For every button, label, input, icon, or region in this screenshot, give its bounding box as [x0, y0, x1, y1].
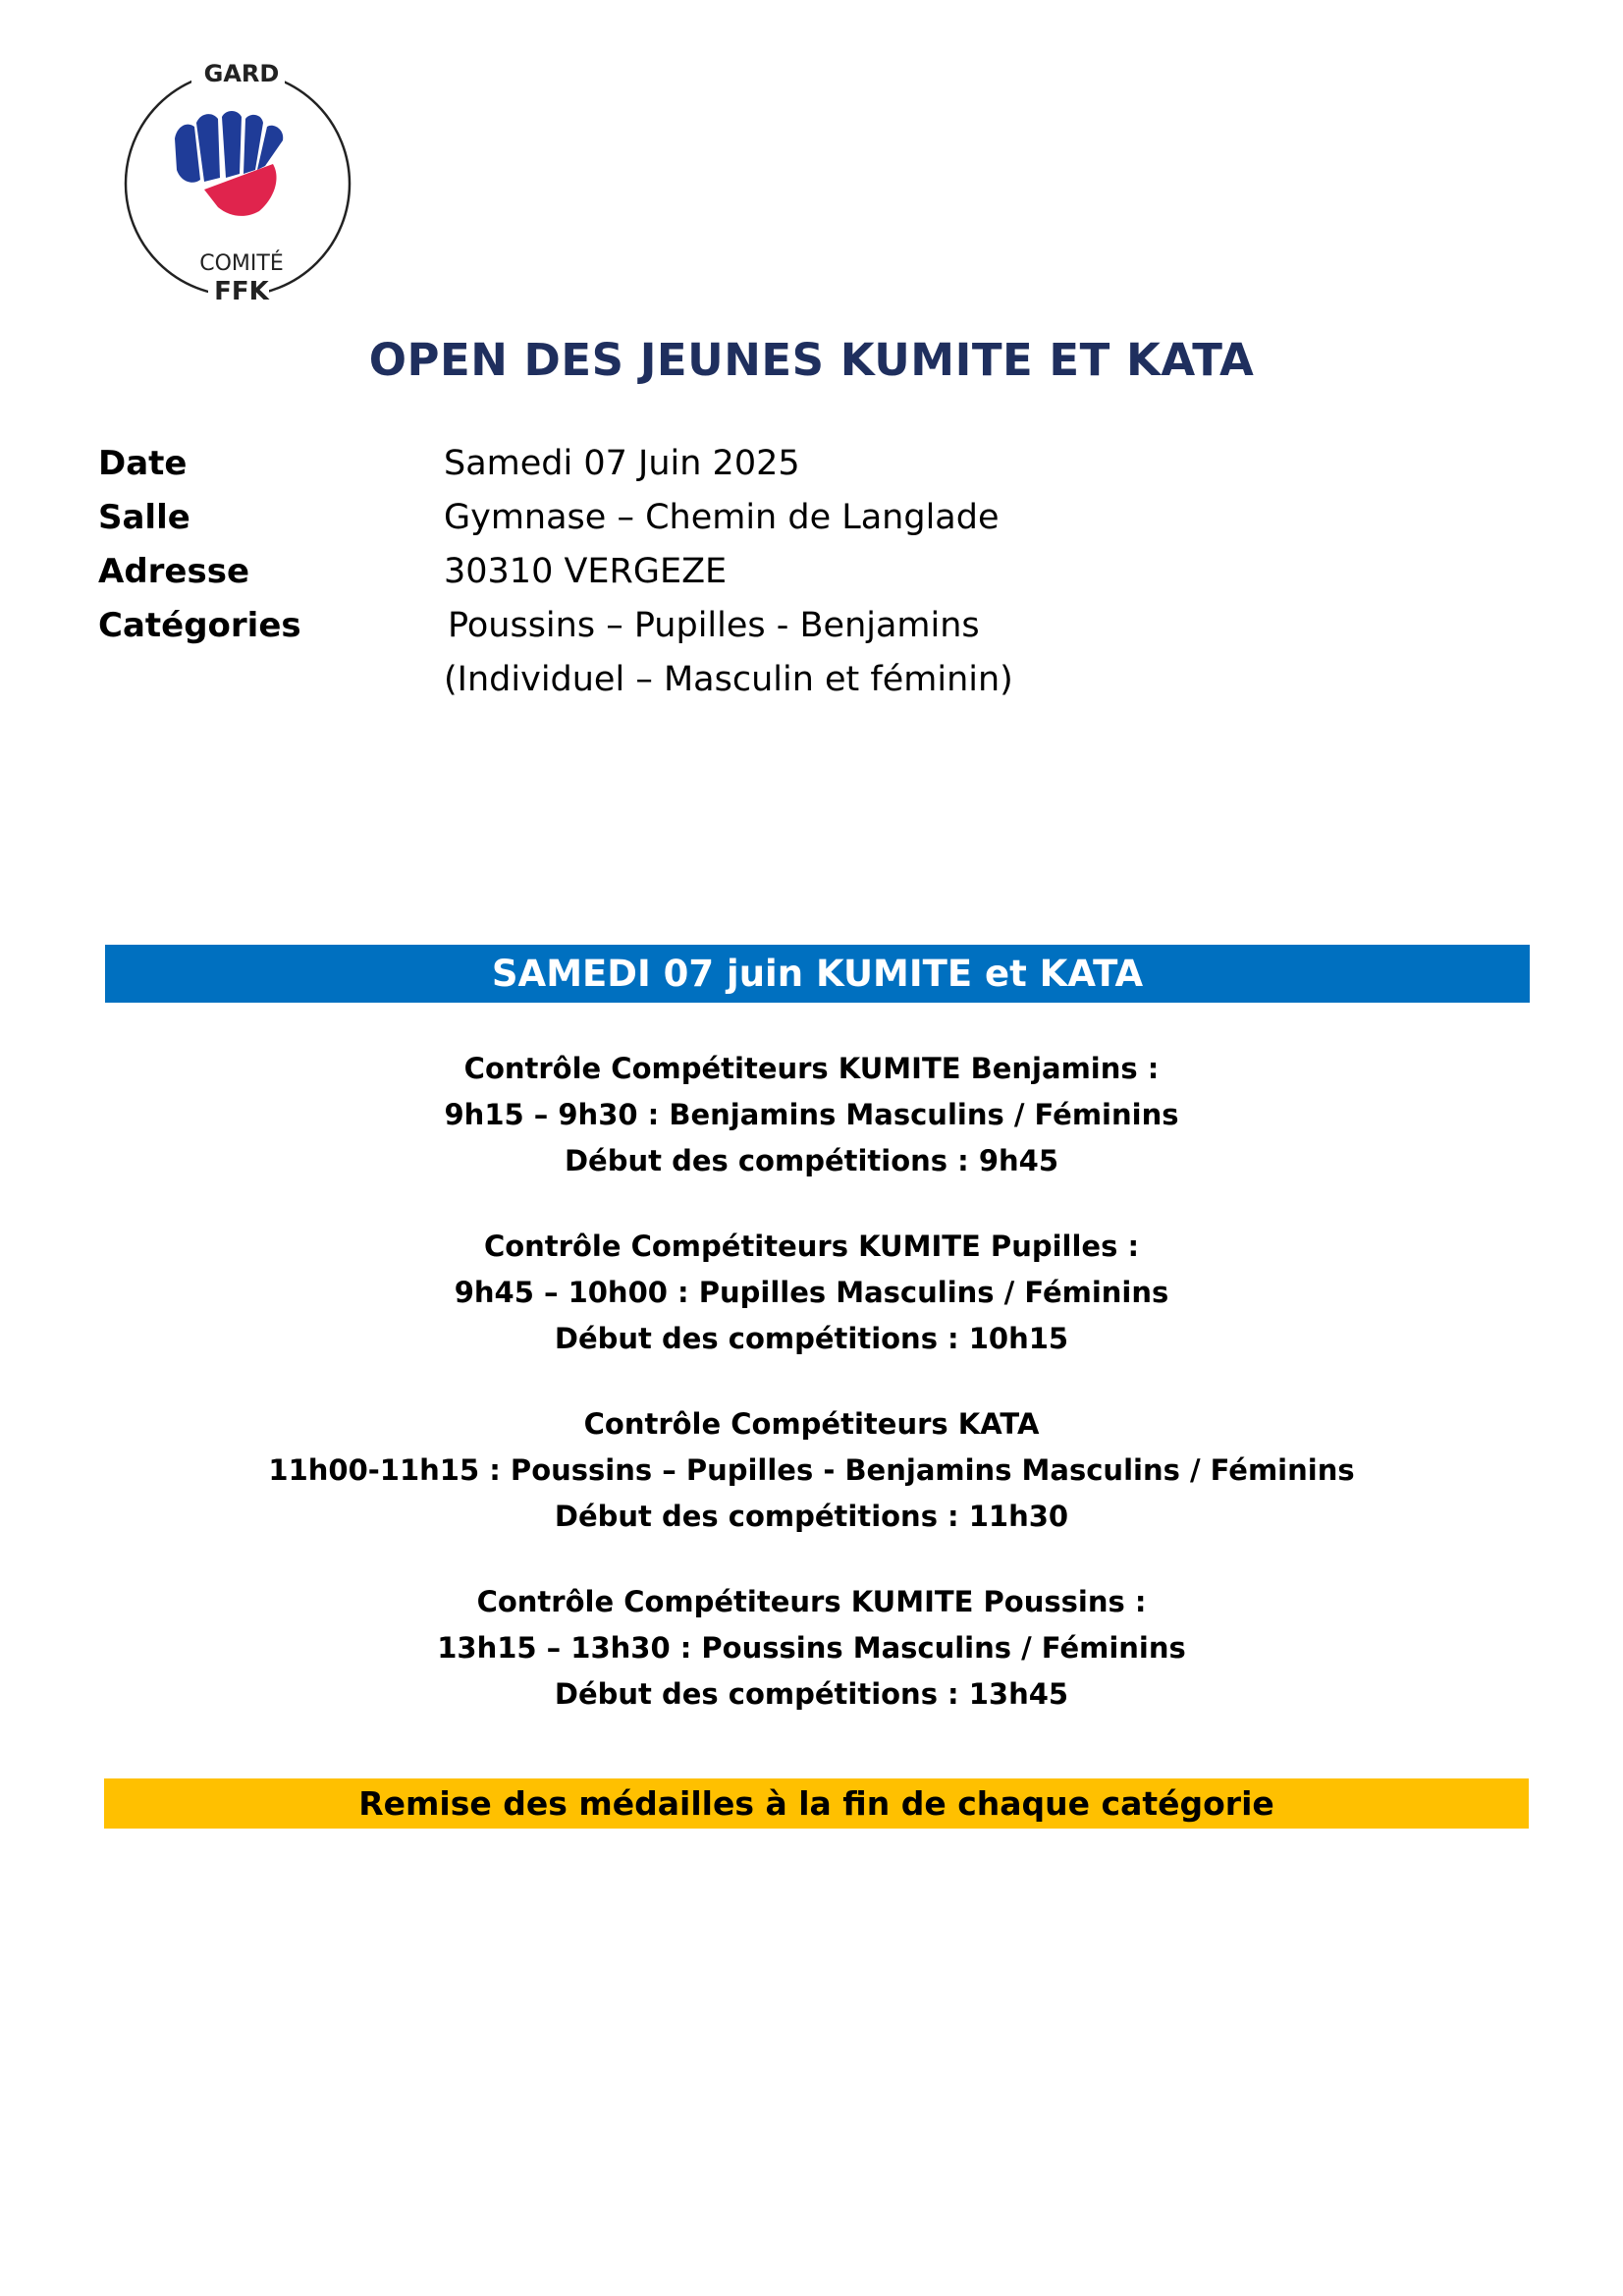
info-row-categories: [98, 599, 1375, 653]
start-line: Début des compétitions : 9h45: [564, 1144, 1059, 1177]
event-info: [98, 437, 1375, 707]
start-line: Début des compétitions : 10h15: [554, 1322, 1069, 1355]
info-value: Gymnase – Chemin de Langlade: [444, 498, 1000, 537]
info-value: Poussins – Pupilles - Benjamins: [448, 606, 980, 645]
info-row-adresse: [98, 545, 1375, 599]
control-line: Contrôle Compétiteurs KUMITE Pupilles :: [483, 1230, 1140, 1263]
logo-middle-text: COMITÉ: [199, 251, 284, 276]
info-label: Salle: [98, 498, 190, 537]
control-line: Contrôle Compétiteurs KATA: [583, 1407, 1040, 1441]
schedule-block-kata: [0, 1401, 1623, 1540]
start-line: Début des compétitions : 13h45: [554, 1677, 1069, 1711]
schedule-block-kumite-pupilles: [0, 1224, 1623, 1362]
info-row-date: [98, 437, 1375, 491]
info-row-categories-extra: [98, 653, 1375, 707]
comite-ffk-gard-logo: [98, 44, 378, 324]
info-value: Samedi 07 Juin 2025: [444, 444, 800, 483]
slot-line: 9h15 – 9h30 : Benjamins Masculins / Féminins: [444, 1098, 1179, 1131]
schedule: [0, 1046, 1623, 1757]
schedule-block-kumite-benjamins: [0, 1046, 1623, 1184]
document-title: OPEN DES JEUNES KUMITE ET KATA: [368, 334, 1255, 386]
info-label: Catégories: [98, 606, 301, 645]
control-line: Contrôle Compétiteurs KUMITE Poussins :: [476, 1585, 1147, 1618]
start-line: Début des compétitions : 11h30: [554, 1500, 1069, 1533]
logo-top-text: GARD: [203, 60, 280, 87]
control-line: Contrôle Compétiteurs KUMITE Benjamins :: [463, 1052, 1160, 1085]
slot-line: 13h15 – 13h30 : Poussins Masculins / Féminins: [437, 1631, 1186, 1665]
slot-line: 9h45 – 10h00 : Pupilles Masculins / Féminins: [454, 1276, 1169, 1309]
info-label: Date: [98, 444, 188, 483]
info-label: Adresse: [98, 552, 250, 591]
day-banner: SAMEDI 07 juin KUMITE et KATA: [105, 945, 1530, 1003]
medal-banner: Remise des médailles à la fin de chaque catégorie: [104, 1778, 1529, 1829]
categories-extra: (Individuel – Masculin et féminin): [444, 660, 1013, 699]
logo-bottom-text: FFK: [214, 277, 269, 306]
schedule-block-kumite-poussins: [0, 1579, 1623, 1718]
info-value: 30310 VERGEZE: [444, 552, 728, 591]
info-row-salle: [98, 491, 1375, 545]
slot-line: 11h00-11h15 : Poussins – Pupilles - Benjamins Masculins / Féminins: [268, 1453, 1355, 1487]
